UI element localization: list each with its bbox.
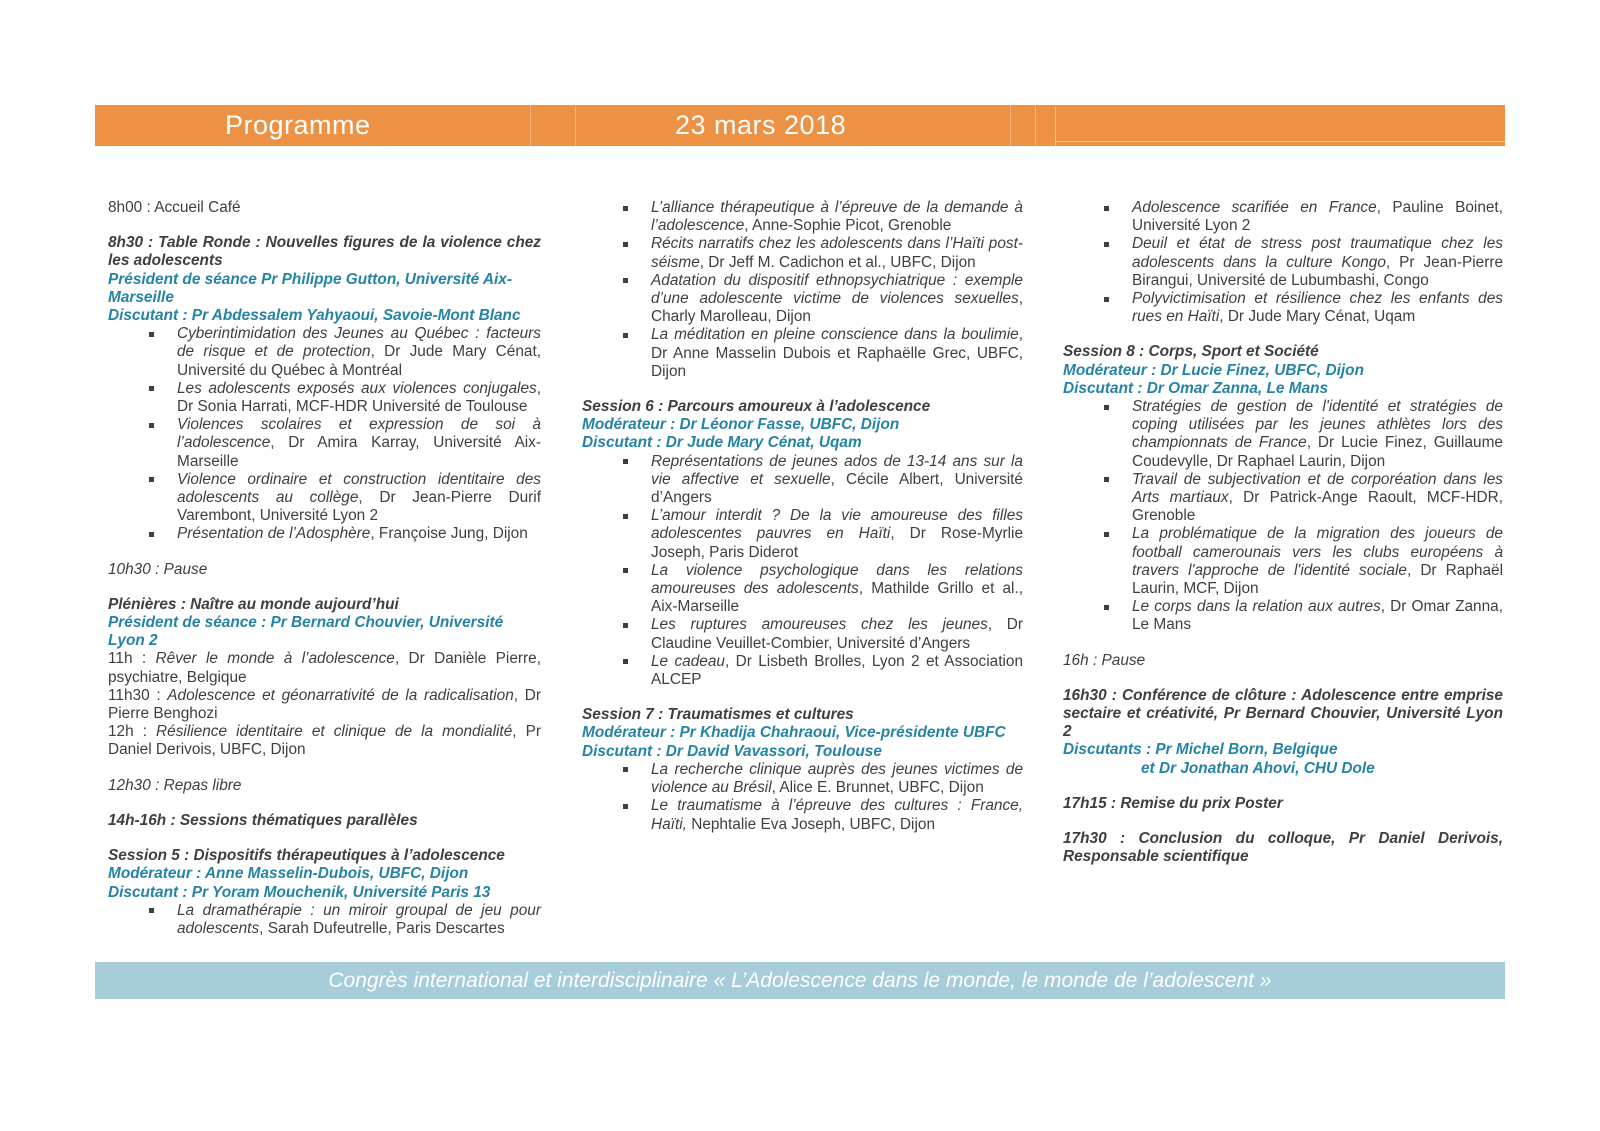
body-text: , Dr Sonia Harrati, MCF-HDR Université de Toulouse: [177, 379, 541, 416]
bullet-square-icon: [1104, 405, 1109, 410]
talk-title-text: Adolescence et géonarrativité de la radicalisation: [167, 686, 514, 704]
talk-bullet-item: [582, 326, 1023, 381]
spacer: [1063, 670, 1503, 687]
talk-entry-text: [1132, 598, 1503, 633]
section-heading: [108, 234, 541, 270]
talk-title-text: Polyvictimisation et résilience chez les enfants des rues en Haïti: [1132, 290, 1503, 326]
content-column-2: [582, 199, 1023, 834]
section-heading: [108, 812, 541, 830]
page-title: Programme: [225, 110, 371, 140]
talk-title-text: Le corps dans la relation aux autres: [1132, 598, 1381, 616]
body-text: 12h30 : Repas libre: [108, 776, 242, 794]
talk-title-text: L’alliance thérapeutique à l’épreuve de la demande à l’adolescence: [651, 199, 1023, 235]
body-text: Session 8 : Corps, Sport et Société: [1063, 343, 1319, 361]
body-text: , Dr Jude Mary Cénat, Uqam: [1219, 308, 1416, 326]
moderator-line: [108, 307, 541, 325]
body-text: Discutant : Dr Jude Mary Cénat, Uqam: [582, 434, 862, 452]
body-text: , Alice E. Brunnet, UBFC, Dijon: [771, 779, 984, 797]
talk-entry-text: [651, 199, 1023, 234]
spacer: [108, 217, 541, 234]
talk-entry-text: [177, 902, 541, 937]
bullet-square-icon: [623, 278, 628, 283]
talk-bullet-item: [1063, 525, 1503, 598]
body-text: , Sarah Dufeutrelle, Paris Descartes: [259, 919, 505, 937]
talk-title-text: Présentation de l’Adosphère: [177, 525, 371, 543]
body-text: , Dr Lucie Finez, Guillaume Coudevylle, Dr Raphael Laurin, Dijon: [1132, 434, 1503, 470]
talk-bullet-item: [582, 653, 1023, 689]
bullet-square-icon: [623, 767, 628, 772]
talk-bullet-item: [1063, 471, 1503, 526]
body-text: Modérateur : Dr Lucie Finez, UBFC, Dijon: [1063, 361, 1364, 379]
talk-bullet-item: [108, 471, 541, 526]
body-text: Modérateur : Pr Khadija Chahraoui, Vice-présidente UBFC: [582, 724, 1006, 742]
schedule-break-line: [1063, 652, 1503, 670]
bullet-square-icon: [623, 242, 628, 247]
talk-title-text: La recherche clinique auprès des jeunes victimes de violence au Brésil: [651, 760, 1023, 797]
body-text: 17h30 : Conclusion du colloque, Pr Daniel Derivois, Responsable scientifique: [1063, 830, 1503, 866]
talk-entry-text: [651, 326, 1023, 379]
body-text: 10h30 : Pause: [108, 560, 208, 578]
body-text: Modérateur : Dr Léonor Fasse, UBFC, Dijon: [582, 416, 900, 434]
body-text: Discutant : Pr Abdessalem Yahyaoui, Savoie-Mont Blanc: [108, 307, 521, 325]
talk-title-text: Résilience identitaire et clinique de la mondialité: [156, 723, 513, 741]
talk-bullet-item: [582, 235, 1023, 271]
section-heading: [1063, 795, 1503, 813]
talk-title-text: La violence psychologique dans les relations amoureuses des adolescents: [651, 561, 1023, 598]
bullet-square-icon: [1104, 297, 1109, 302]
bullet-square-icon: [623, 459, 628, 464]
schedule-break-line: [108, 561, 541, 579]
bullet-square-icon: [149, 386, 154, 391]
body-text: , Dr Danièle Pierre, psychiatre, Belgique: [108, 650, 541, 686]
talk-entry-text: [651, 761, 1023, 796]
moderator-line: [1063, 362, 1503, 380]
body-text: 14h-16h : Sessions thématiques parallèles: [108, 811, 418, 829]
bullet-square-icon: [149, 423, 154, 428]
talk-entry-text: [177, 380, 541, 415]
talk-entry-text: [651, 453, 1023, 506]
body-text: , Dr Patrick-Ange Raoult, MCF-HDR, Grenoble: [1132, 489, 1503, 525]
talk-entry-text: [177, 325, 541, 378]
header-divider: [575, 105, 576, 146]
talk-title-text: Violence ordinaire et construction identitaire des adolescents au collège: [177, 470, 541, 507]
bullet-square-icon: [623, 804, 628, 809]
body-text: , Dr Jean-Pierre Durif Varembont, Université Lyon 2: [177, 489, 541, 525]
talk-bullet-item: [108, 902, 541, 938]
body-text: Session 6 : Parcours amoureux à l’adolescence: [582, 398, 931, 416]
talk-title-text: Adolescence scarifiée en France: [1132, 199, 1377, 216]
talk-title-text: L’amour interdit ? De la vie amoureuse des filles adolescentes pauvres en Haïti: [651, 507, 1023, 543]
talk-entry-text: [1132, 525, 1503, 597]
spacer: [108, 544, 541, 561]
talk-entry-text: [651, 235, 1023, 270]
talk-title-text: Travail de subjectivation et de corporéation dans les Arts martiaux: [1132, 470, 1503, 507]
talk-bullet-item: [108, 525, 541, 543]
body-text: Session 7 : Traumatismes et cultures: [582, 706, 854, 724]
moderator-line: [108, 884, 541, 902]
header-divider: [1055, 141, 1505, 142]
talk-bullet-item: [582, 453, 1023, 508]
bullet-square-icon: [623, 206, 628, 211]
bullet-square-icon: [1104, 206, 1109, 211]
body-text: , Françoise Jung, Dijon: [370, 525, 528, 543]
talk-entry-text: [177, 471, 541, 524]
talk-entry-text: [651, 797, 1023, 832]
schedule-line: [108, 199, 541, 217]
moderator-line: [582, 434, 1023, 452]
section-heading: [1063, 687, 1503, 742]
spacer: [1063, 635, 1503, 652]
body-text: 8h30 : Table Ronde : Nouvelles figures de la violence chez les adolescents: [108, 234, 541, 270]
talk-entry-text: [177, 525, 528, 542]
body-text: Discutant : Dr David Vavassori, Toulouse: [582, 742, 882, 760]
header-divider: [1010, 105, 1011, 146]
congress-banner-text: Congrès international et interdisciplinaire « L’Adolescence dans le monde, le monde de l’adolescent »: [328, 969, 1272, 992]
body-text: Session 5 : Dispositifs thérapeutiques à l’adolescence: [108, 847, 505, 865]
moderator-line: [1063, 741, 1503, 759]
talk-entry-text: [1132, 398, 1503, 470]
body-text: , Dr Claudine Veuillet-Combier, Université d’Angers: [651, 616, 1023, 652]
talk-title-text: La méditation en pleine conscience dans la boulimie: [651, 326, 1019, 344]
talk-entry-text: [651, 272, 1023, 325]
content-column-1: [108, 199, 541, 938]
body-text: 11h :: [108, 650, 156, 668]
talk-bullet-item: [582, 797, 1023, 833]
talk-entry-text: [1132, 199, 1503, 234]
bullet-square-icon: [1104, 532, 1109, 537]
section-heading: [1063, 343, 1503, 361]
body-text: , Pr Jean-Pierre Birangui, Université de Lubumbashi, Congo: [1132, 253, 1504, 289]
bullet-square-icon: [1104, 605, 1109, 610]
talk-title-text: Stratégies de gestion de l'identité et stratégies de coping utilisées par les jeunes athlètes lors des championnats de France: [1132, 398, 1503, 452]
moderator-line: [108, 271, 541, 307]
body-text: Président de séance : Pr Bernard Chouvier, Université Lyon 2: [108, 614, 504, 650]
schedule-line: [108, 687, 541, 723]
talk-title-text: Violences scolaires et expression de soi à l’adolescence: [177, 416, 541, 452]
talk-title-text: Le cadeau: [651, 652, 725, 670]
talk-bullet-item: [108, 325, 541, 380]
talk-title-text: Le traumatisme à l’épreuve des cultures : France, Haïti,: [651, 797, 1023, 833]
talk-bullet-item: [1063, 235, 1503, 290]
spacer: [1063, 813, 1503, 830]
talk-entry-text: [1132, 290, 1503, 325]
body-text: Discutants : Pr Michel Born, Belgique: [1063, 741, 1338, 759]
talk-bullet-item: [108, 416, 541, 471]
section-heading: [108, 596, 541, 614]
body-text: Nephtalie Eva Joseph, UBFC, Dijon: [686, 815, 935, 833]
header-bar: [95, 105, 1505, 146]
talk-title-text: Rêver le monde à l’adolescence: [155, 650, 395, 668]
spacer: [108, 795, 541, 812]
talk-bullet-item: [1063, 199, 1503, 235]
schedule-line: [108, 650, 541, 686]
talk-title-text: Les adolescents exposés aux violences conjugales: [177, 379, 537, 397]
talk-title-text: Récits narratifs chez les adolescents dans l’Haïti post-séisme: [651, 235, 1023, 271]
talk-title-text: Deuil et état de stress post traumatique chez les adolescents dans la culture Kongo: [1132, 235, 1503, 271]
footer-bar: [95, 962, 1505, 999]
moderator-line: [1063, 760, 1503, 778]
talk-entry-text: [651, 562, 1023, 615]
talk-bullet-item: [582, 616, 1023, 652]
body-text: , Dr Pierre Benghozi: [108, 686, 541, 723]
content-column-3: [1063, 199, 1503, 867]
body-text: , Dr Lisbeth Brolles, Lyon 2 et Association ALCEP: [651, 652, 1024, 689]
talk-bullet-item: [582, 507, 1023, 562]
body-text: , Charly Marolleau, Dijon: [651, 290, 1023, 326]
talk-title-text: Adatation du dispositif ethnopsychiatrique : exemple d’une adolescente victime de violences sexuelles: [651, 271, 1023, 308]
body-text: 16h30 : Conférence de clôture : Adolescence entre emprise sectaire et créativité, Pr Bernard Chouvier, Université Lyon 2: [1063, 686, 1503, 741]
section-heading: [1063, 830, 1503, 866]
body-text: 17h15 : Remise du prix Poster: [1063, 794, 1283, 812]
talk-entry-text: [1132, 235, 1503, 288]
spacer: [108, 830, 541, 847]
bullet-square-icon: [149, 332, 154, 337]
moderator-line: [1063, 380, 1503, 398]
talk-entry-text: [651, 616, 1023, 651]
talk-bullet-item: [1063, 598, 1503, 634]
body-text: , Cécile Albert, Université d’Angers: [651, 470, 1023, 507]
bullet-square-icon: [623, 623, 628, 628]
spacer: [1063, 326, 1503, 343]
talk-bullet-item: [108, 380, 541, 416]
talk-entry-text: [651, 507, 1023, 560]
talk-bullet-item: [1063, 290, 1503, 326]
body-text: , Dr Raphaël Laurin, MCF, Dijon: [1132, 561, 1503, 598]
schedule-break-line: [108, 777, 541, 795]
body-text: 16h : Pause: [1063, 651, 1146, 669]
body-text: , Anne-Sophie Picot, Grenoble: [744, 217, 952, 235]
talk-bullet-item: [582, 272, 1023, 327]
body-text: Discutant : Dr Omar Zanna, Le Mans: [1063, 379, 1329, 397]
bullet-square-icon: [623, 568, 628, 573]
talk-bullet-item: [582, 199, 1023, 235]
body-text: , Pauline Boinet, Université Lyon 2: [1132, 199, 1503, 235]
spacer: [108, 579, 541, 596]
talk-entry-text: [1132, 471, 1503, 524]
bullet-square-icon: [149, 477, 154, 482]
header-divider: [1035, 105, 1036, 146]
talk-title-text: La problématique de la migration des joueurs de football camerounais vers les clubs européens à travers l'approche de l'identité sociale: [1132, 525, 1503, 579]
section-heading: [582, 398, 1023, 416]
bullet-square-icon: [1104, 242, 1109, 247]
spacer: [582, 689, 1023, 706]
section-heading: [582, 706, 1023, 724]
body-text: et Dr Jonathan Ahovi, CHU Dole: [1141, 759, 1375, 777]
bullet-square-icon: [1104, 477, 1109, 482]
bullet-square-icon: [623, 333, 628, 338]
spacer: [582, 381, 1023, 398]
body-text: , Dr Amira Karray, Université Aix-Marseille: [177, 434, 541, 470]
body-text: , Dr Jude Mary Cénat, Université du Québec à Montréal: [177, 343, 542, 379]
header-divider: [530, 105, 531, 146]
section-heading: [108, 847, 541, 865]
spacer: [108, 760, 541, 777]
moderator-line: [108, 614, 541, 650]
talk-entry-text: [651, 653, 1023, 688]
talk-bullet-item: [1063, 398, 1503, 471]
body-text: Modérateur : Anne Masselin-Dubois, UBFC, Dijon: [108, 865, 469, 883]
talk-bullet-item: [582, 562, 1023, 617]
moderator-line: [582, 416, 1023, 434]
header-date: 23 mars 2018: [675, 110, 847, 140]
talk-title-text: Les ruptures amoureuses chez les jeunes: [651, 616, 988, 634]
talk-title-text: Cyberintimidation des Jeunes au Québec : facteurs de risque et de protection: [177, 325, 541, 361]
moderator-line: [582, 724, 1023, 742]
body-text: , Dr Omar Zanna, Le Mans: [1132, 598, 1503, 634]
body-text: , Pr Daniel Derivois, UBFC, Dijon: [108, 723, 541, 759]
spacer: [1063, 778, 1503, 795]
body-text: , Dr Jeff M. Cadichon et al., UBFC, Dijon: [699, 253, 976, 271]
body-text: 11h30 :: [108, 686, 168, 704]
body-text: 8h00 : Accueil Café: [108, 199, 241, 216]
bullet-square-icon: [149, 908, 154, 913]
bullet-square-icon: [623, 659, 628, 664]
body-text: 12h :: [108, 723, 157, 741]
body-text: , Dr Rose-Myrlie Joseph, Paris Diderot: [651, 525, 1024, 561]
body-text: , Mathilde Grillo et al., Aix-Marseille: [651, 580, 1023, 616]
talk-entry-text: [177, 416, 541, 469]
bullet-square-icon: [623, 514, 628, 519]
body-text: Plénières : Naître au monde aujourd’hui: [108, 595, 399, 613]
body-text: Discutant : Pr Yoram Mouchenik, Université Paris 13: [108, 883, 491, 901]
moderator-line: [582, 743, 1023, 761]
body-text: Président de séance Pr Philippe Gutton, Université Aix-Marseille: [108, 270, 512, 306]
body-text: , Dr Anne Masselin Dubois et Raphaëlle Grec, UBFC, Dijon: [651, 326, 1023, 380]
schedule-line: [108, 723, 541, 759]
talk-bullet-item: [582, 761, 1023, 797]
moderator-line: [108, 865, 541, 883]
talk-title-text: Représentations de jeunes ados de 13-14 ans sur la vie affective et sexuelle: [651, 452, 1023, 488]
talk-title-text: La dramathérapie : un miroir groupal de jeu pour adolescents: [177, 901, 541, 937]
bullet-square-icon: [149, 532, 154, 537]
